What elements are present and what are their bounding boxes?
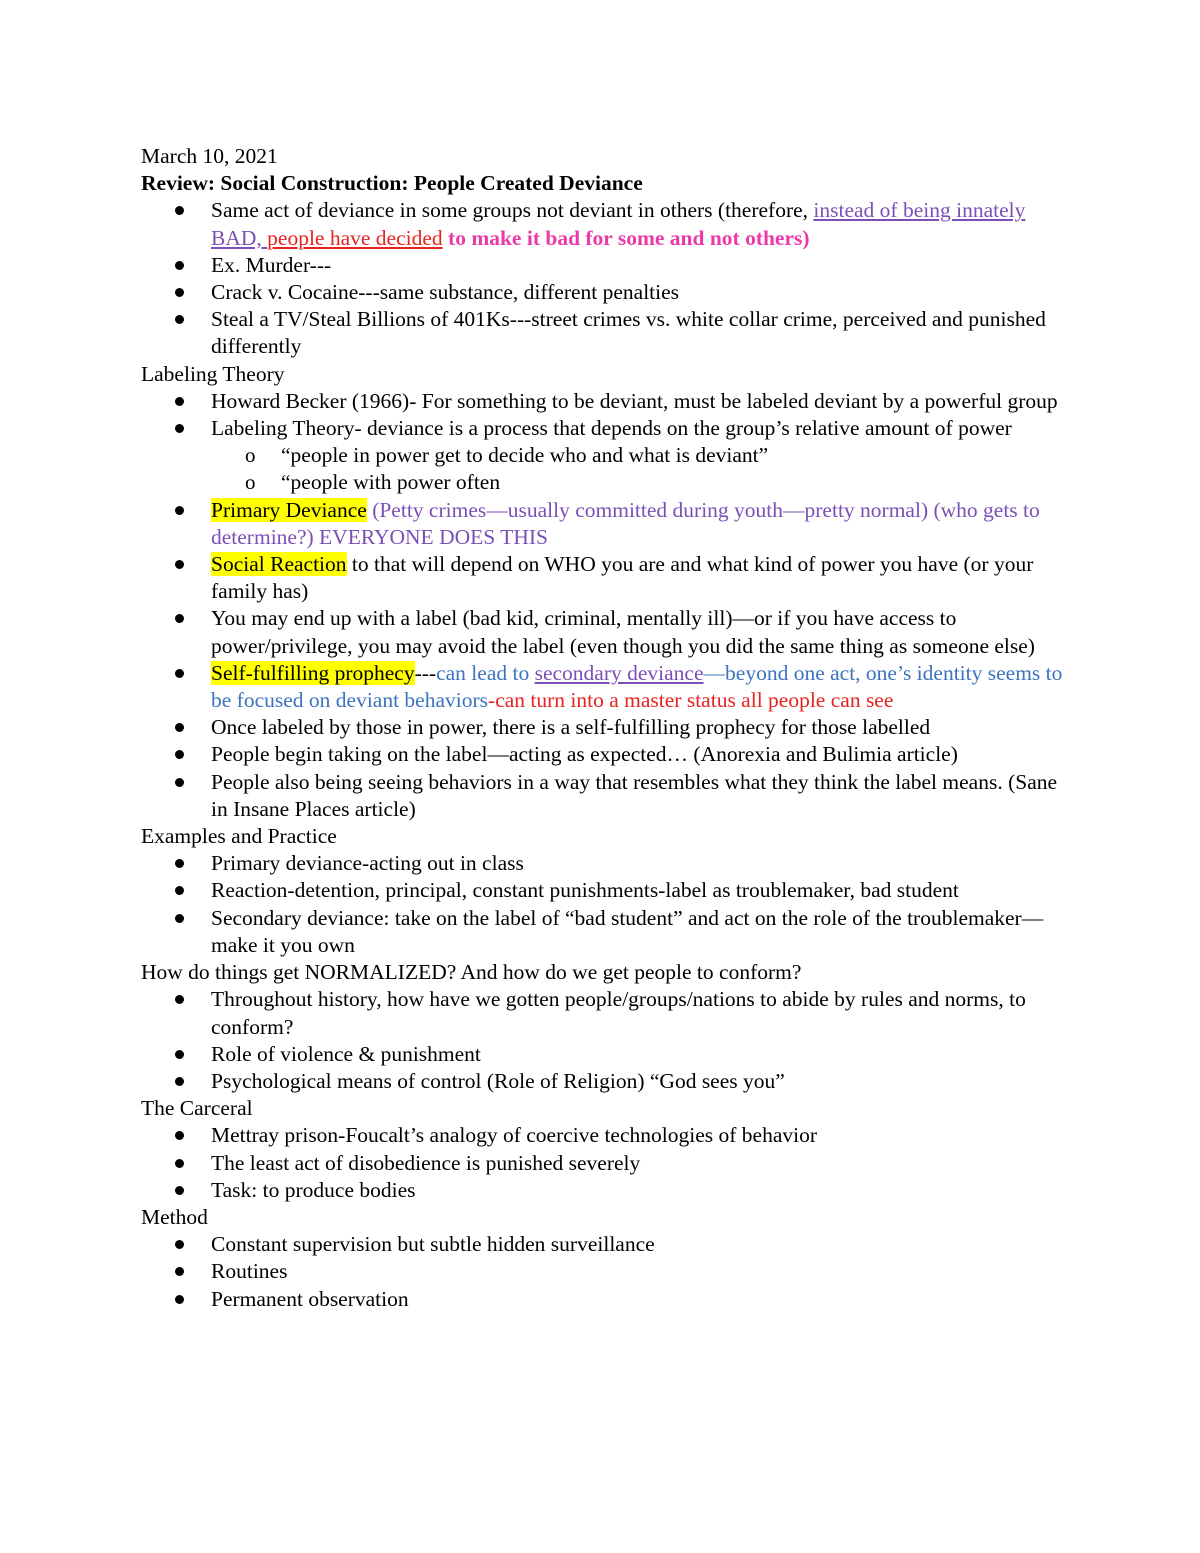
list-item xyxy=(211,497,1071,551)
bullet-icon xyxy=(175,288,184,297)
list-item: Same act of deviance in some groups not deviant in others (therefore, instead of being innately BAD, people have decided to make it bad for some and not others) xyxy=(211,197,1071,251)
bullet-icon xyxy=(175,995,184,1004)
list-item: People begin taking on the label—acting as expected… (Anorexia and Bulimia article) xyxy=(211,741,1071,768)
bullet-icon xyxy=(175,1159,184,1168)
list-item: Self-fulfilling prophecy---can lead to secondary deviance—beyond one act, one’s identity seems to be focused on deviant behaviors-can turn into a master status all people can see xyxy=(211,660,1071,714)
notes-body xyxy=(141,143,1071,1313)
bullet-icon xyxy=(175,614,184,623)
bullet-icon xyxy=(175,1131,184,1140)
labeling-heading: Labeling Theory xyxy=(141,361,285,386)
bullet-icon xyxy=(175,859,184,868)
bullet-icon xyxy=(175,424,184,433)
list-item: Role of violence & punishment xyxy=(211,1041,1071,1068)
underlined-phrase: secondary deviance xyxy=(534,660,704,685)
labeling-list xyxy=(141,388,1071,823)
highlighted-term: Self-fulfilling prophecy xyxy=(211,660,415,685)
emphasis-phrase: to make it bad for some and not others) xyxy=(442,225,810,250)
list-item: Psychological means of control (Role of Religion) “God sees you” xyxy=(211,1068,1071,1095)
annotation-text: —beyond one act, one’s identity seems to be focused on deviant behaviors xyxy=(211,660,1063,713)
highlighted-term: Primary Deviance xyxy=(211,497,367,522)
bullet-icon xyxy=(175,1186,184,1195)
list-item: Primary deviance-acting out in class xyxy=(211,850,1071,877)
bullet-icon xyxy=(175,560,184,569)
bullet-icon xyxy=(175,778,184,787)
bullet-icon xyxy=(175,723,184,732)
list-item: Secondary deviance: take on the label of “bad student” and act on the role of the troublemaker—make it you own xyxy=(211,905,1071,959)
list-item: You may end up with a label (bad kid, criminal, mentally ill)—or if you have access to power/privilege, you may avoid the label (even though you did the same thing as someone else) xyxy=(211,605,1071,659)
underlined-phrase: people have decided xyxy=(267,225,443,250)
bullet-icon xyxy=(175,1050,184,1059)
list-item: Task: to produce bodies xyxy=(211,1177,1071,1204)
date-line: March 10, 2021 xyxy=(141,144,278,168)
sub-list xyxy=(211,442,1071,496)
bullet-icon xyxy=(175,914,184,923)
sub-list-item: o “people with power often xyxy=(281,469,1071,496)
normalized-heading: How do things get NORMALIZED? And how do we get people to conform? xyxy=(141,960,802,985)
bullet-icon xyxy=(175,261,184,270)
underlined-phrase: instead of being innately BAD, xyxy=(211,198,1026,250)
bullet-icon xyxy=(175,750,184,759)
bullet-icon xyxy=(175,315,184,324)
bullet-icon xyxy=(175,669,184,678)
annotation-text: can lead to xyxy=(436,660,535,685)
sub-list-item: o “people in power get to decide who and what is deviant” xyxy=(281,442,1071,469)
highlighted-term: Social Reaction xyxy=(211,552,347,577)
carceral-list xyxy=(141,1122,1071,1204)
method-list xyxy=(141,1231,1071,1313)
examples-list xyxy=(141,850,1071,959)
list-item: Steal a TV/Steal Billions of 401Ks---street crimes vs. white collar crime, perceived and punished differently xyxy=(211,306,1071,360)
carceral-heading: The Carceral xyxy=(141,1096,253,1121)
review-list xyxy=(141,197,1071,360)
list-item: Labeling Theory- deviance is a process that depends on the group’s relative amount of power o “people in power get to decide who and what is deviant” o “people with power often xyxy=(211,415,1071,497)
circle-bullet-icon: o xyxy=(245,443,256,468)
list-item: The least act of disobedience is punished severely xyxy=(211,1150,1071,1177)
emphasis-phrase: -can turn into a master status all people can see xyxy=(488,688,894,713)
list-item: Reaction-detention, principal, constant punishments-label as troublemaker, bad student xyxy=(211,877,1071,904)
bullet-icon xyxy=(175,506,184,515)
bullet-icon xyxy=(175,886,184,895)
bullet-icon xyxy=(175,1267,184,1276)
list-item: Throughout history, how have we gotten people/groups/nations to abide by rules and norms, to conform? xyxy=(211,986,1071,1040)
circle-bullet-icon: o xyxy=(245,470,256,495)
list-item: Social Reaction to that will depend on WHO you are and what kind of power you have (or your family has) xyxy=(211,551,1071,605)
bullet-icon xyxy=(175,397,184,406)
normalized-list xyxy=(141,986,1071,1095)
method-heading: Method xyxy=(141,1204,208,1229)
review-heading: Review: Social Construction: People Created Deviance xyxy=(141,171,643,196)
list-item: Crack v. Cocaine---same substance, different penalties xyxy=(211,279,1071,306)
list-item: Howard Becker (1966)- For something to be deviant, must be labeled deviant by a powerful group xyxy=(211,388,1071,415)
list-item: Constant supervision but subtle hidden surveillance xyxy=(211,1231,1071,1258)
list-item: Once labeled by those in power, there is a self-fulfilling prophecy for those labelled xyxy=(211,714,1071,741)
examples-heading: Examples and Practice xyxy=(141,824,337,849)
list-item: Ex. Murder--- xyxy=(211,252,1071,279)
bullet-icon xyxy=(175,1240,184,1249)
bullet-icon xyxy=(175,206,184,215)
list-item: Mettray prison-Foucalt’s analogy of coercive technologies of behavior xyxy=(211,1122,1071,1149)
annotation-text: (Petty crimes—usually committed during youth—pretty normal) (who gets to determine?) EVERYONE DOES THIS xyxy=(211,497,1040,549)
bullet-icon xyxy=(175,1077,184,1086)
list-item: People also being seeing behaviors in a way that resembles what they think the label means. (Sane in Insane Places article) xyxy=(211,769,1071,823)
bullet-icon xyxy=(175,1295,184,1304)
list-item: Permanent observation xyxy=(211,1286,1071,1313)
list-item: Routines xyxy=(211,1258,1071,1285)
